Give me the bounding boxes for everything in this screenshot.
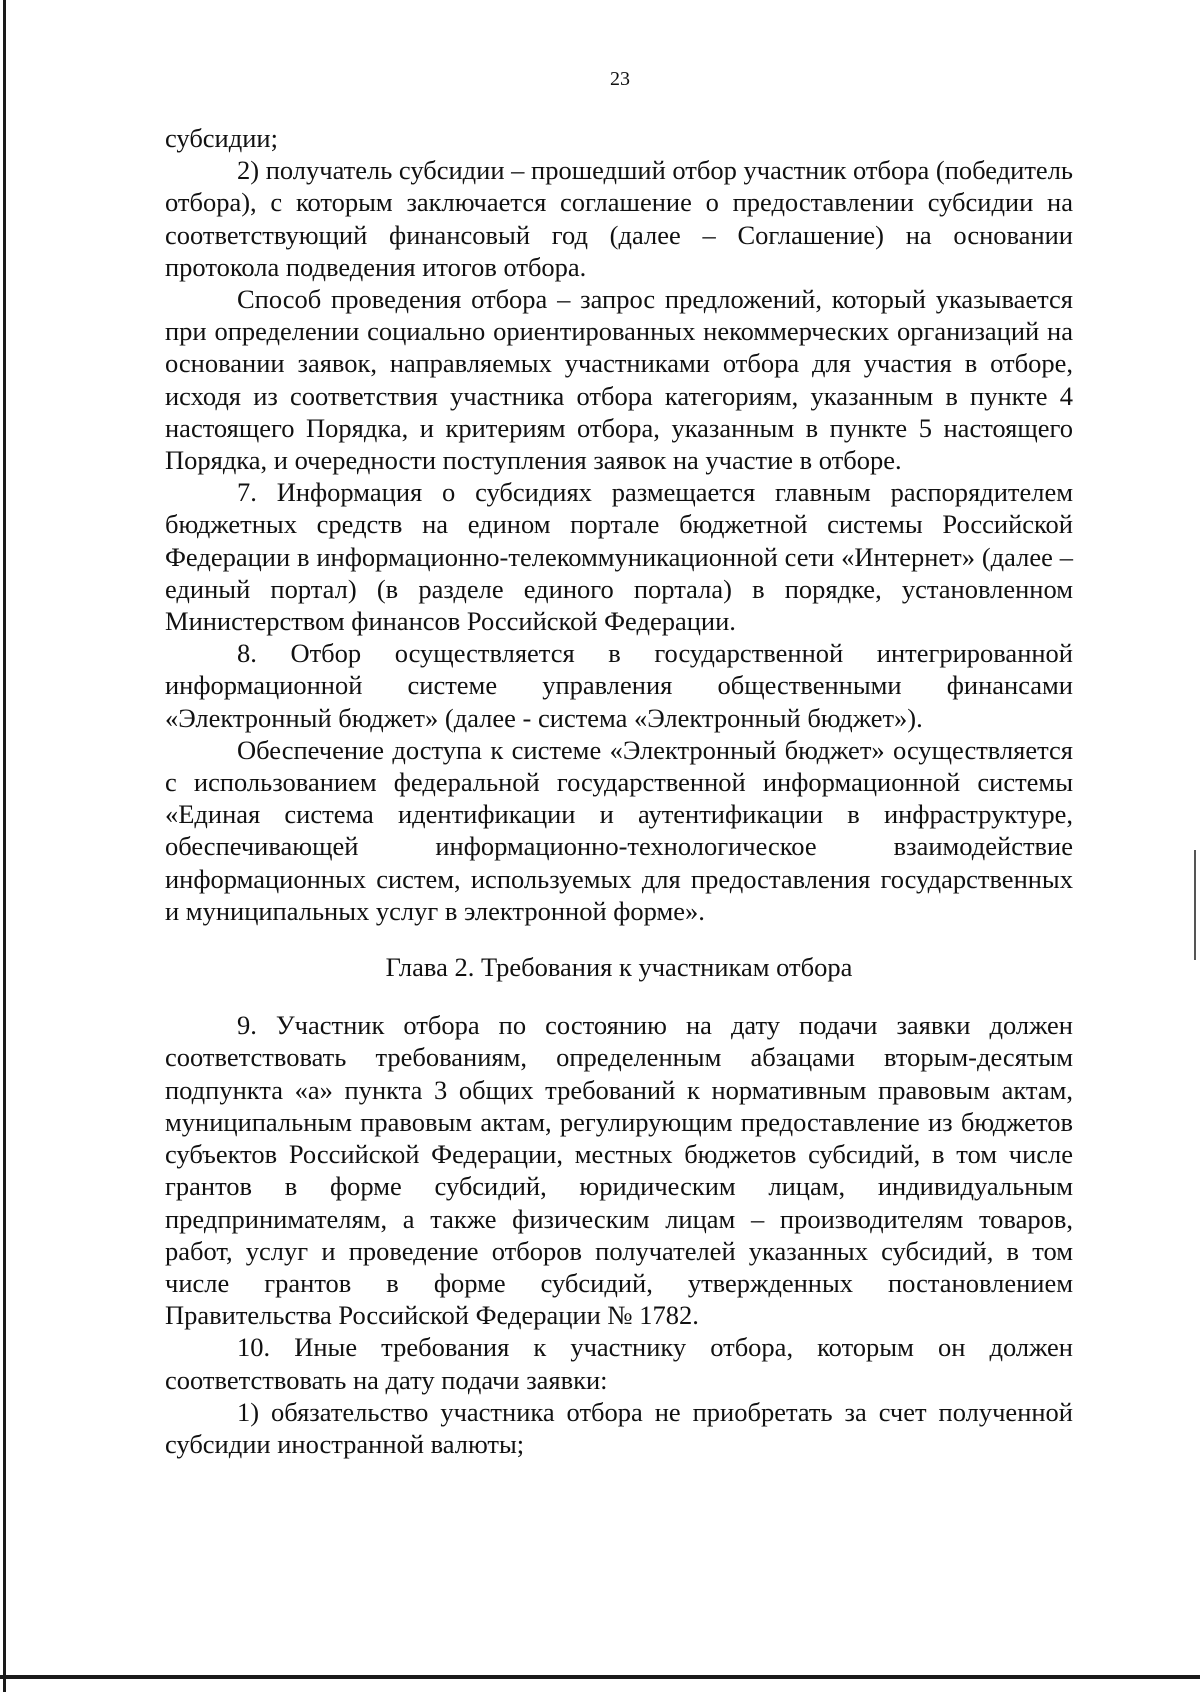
scan-right-mark <box>1194 850 1196 960</box>
page-number: 23 <box>610 68 630 90</box>
paragraph-recipient-definition: 2) получатель субсидии – прошедший отбор участник отбора (победитель отбора), с которым заключается соглашение о предоставлении субсидии на соответствующий финансовый год (далее – Соглашение) на основании протокола подведения итогов отбора. <box>165 155 1074 282</box>
scan-bottom-edge <box>0 1675 1200 1679</box>
paragraph-continuation: субсидии; <box>165 123 278 153</box>
paragraph-7: 7. Информация о субсидиях размещается главным распорядителем бюджетных средств на едином портале бюджетной системы Российской Федерации в информационно-телекоммуникационной сети «Интернет» (далее – единый портал) (в разделе единого портала) в порядке, установленном Министерством финансов Российской Федерации. <box>165 477 1073 637</box>
paragraph-10-item-1: 1) обязательство участника отбора не приобретать за счет полученной субсидии иностранной валюты; <box>165 1396 1073 1459</box>
paragraph-9: 9. Участник отбора по состоянию на дату подачи заявки должен соответствовать требованиям, определенным абзацами вторым-десятым подпункта «а» пункта 3 общих требований к нормативным правовым актам, муниципальным правовым актам, регулирующим предоставление из бюджетов субъектов Российской Федерации, местных бюджетов субсидий, в том числе грантов в форме субсидий, юридическим лицам, индивидуальным предпринимателям, а также физическим лицам – производителям товаров, работ, услуг и проведение отборов получателей указанных субсидий, в том числе грантов в форме субсидий, утвержденных постановлением Правительства Российской Федерации № 1782. <box>165 1010 1073 1331</box>
paragraph-access: Обеспечение доступа к системе «Электронный бюджет» осуществляется с использованием федеральной государственной информационной системы «Единая система идентификации и аутентификации в инфраструктуре, обеспечивающей информационно-технологическое взаимодействие информационных систем, используемых для предоставления государственных и муниципальных услуг в электронной форме». <box>165 734 1073 926</box>
scan-left-edge <box>3 0 6 1692</box>
paragraph-10: 10. Иные требования к участнику отбора, которым он должен соответствовать на дату подачи заявки: <box>165 1332 1073 1395</box>
paragraph-selection-method: Способ проведения отбора – запрос предложений, который указывается при определении социально ориентированных некоммерческих организаций на основании заявок, направляемых участниками отбора для участия в отборе, исходя из соответствия участника отбора категориям, указанным в пункте 4 настоящего Порядка, и критериям отбора, указанным в пункте 5 настоящего Порядка, и очередности поступления заявок на участие в отборе. <box>165 284 1073 476</box>
paragraph-8: 8. Отбор осуществляется в государственной интегрированной информационной системе управления общественными финансами «Электронный бюджет» (далее - система «Электронный бюджет»). <box>165 638 1073 733</box>
chapter-heading: Глава 2. Требования к участникам отбора <box>385 952 853 983</box>
document-body <box>165 122 1073 1460</box>
